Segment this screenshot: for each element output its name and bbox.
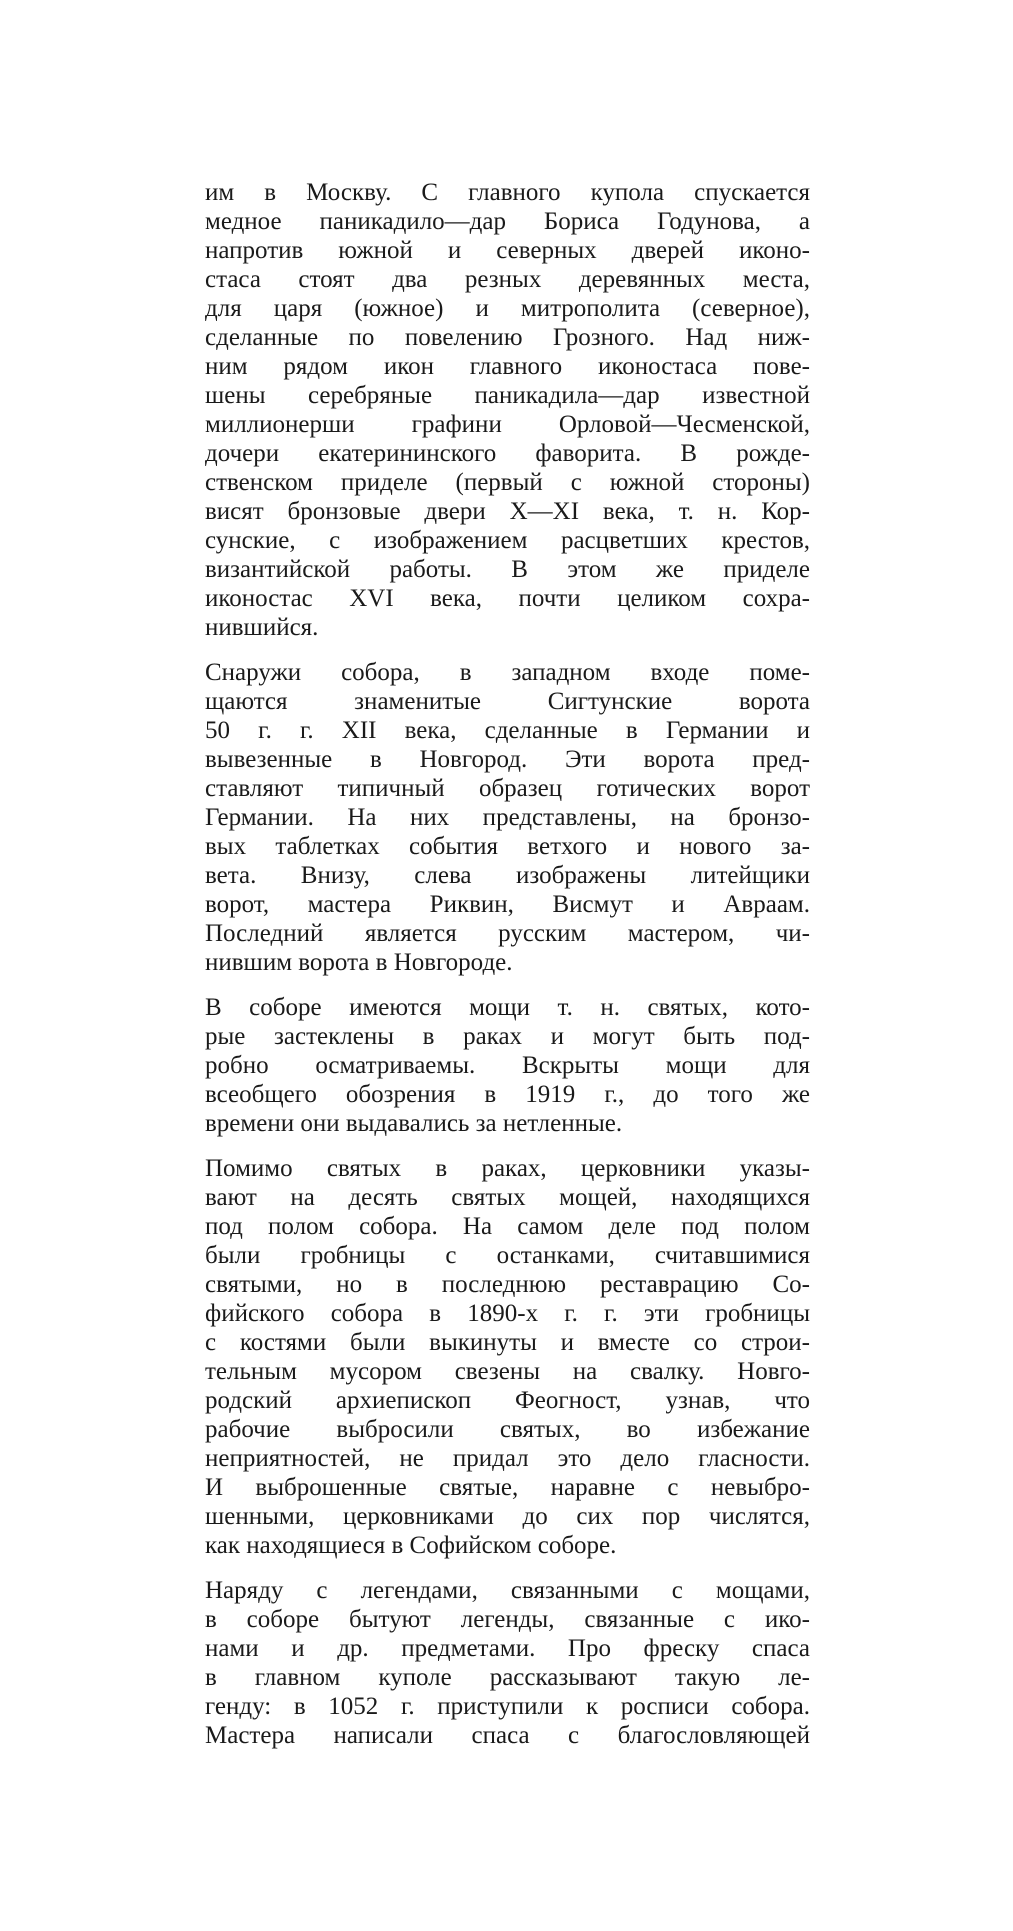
text-column xyxy=(205,178,810,1766)
text-line: Помимо святых в раках, церковники указы- xyxy=(205,1155,810,1182)
text-line: сделанные по повелению Грозного. Над ниж- xyxy=(205,324,810,351)
text-line: в соборе бытуют легенды, связанные с ико- xyxy=(205,1606,810,1633)
text-line: родский архиепископ Феогност, узнав, что xyxy=(205,1387,810,1414)
text-line: тельным мусором свезены на свалку. Новго- xyxy=(205,1358,810,1385)
text-line: нами и др. предметами. Про фреску спаса xyxy=(205,1635,810,1662)
text-line: неприятностей, не придал это дело гласности. xyxy=(205,1445,810,1472)
text-line: Германии. На них представлены, на бронзо- xyxy=(205,804,810,831)
text-line: медное паникадило—дар Бориса Годунова, а xyxy=(205,208,810,235)
text-line: шенными, церковниками до сих пор числятся, xyxy=(205,1503,810,1530)
text-line: в главном куполе рассказывают такую ле- xyxy=(205,1664,810,1691)
paragraph-1 xyxy=(205,178,810,642)
text-line: Мастера написали спаса с благословляющей xyxy=(205,1722,810,1749)
text-line: миллионерши графини Орловой—Чесменской, xyxy=(205,411,810,438)
text-line: стаса стоят два резных деревянных места, xyxy=(205,266,810,293)
text-line: рые застеклены в раках и могут быть под- xyxy=(205,1023,810,1050)
text-line: рабочие выбросили святых, во избежание xyxy=(205,1416,810,1443)
text-line: святыми, но в последнюю реставрацию Со- xyxy=(205,1271,810,1298)
text-line: вета. Внизу, слева изображены литейщики xyxy=(205,862,810,889)
text-line: были гробницы с останками, считавшимися xyxy=(205,1242,810,1269)
text-line: Снаружи собора, в западном входе поме- xyxy=(205,659,810,686)
paragraph-4 xyxy=(205,1154,810,1560)
text-line: висят бронзовые двери X—XI века, т. н. Кор- xyxy=(205,498,810,525)
text-line: ворот, мастера Риквин, Висмут и Авраам. xyxy=(205,891,810,918)
text-line: вывезенные в Новгород. Эти ворота пред- xyxy=(205,746,810,773)
paragraph-2 xyxy=(205,658,810,977)
text-line: фийского собора в 1890-х г. г. эти гробницы xyxy=(205,1300,810,1327)
text-line: с костями были выкинуты и вместе со строи- xyxy=(205,1329,810,1356)
text-line: ственском приделе (первый с южной стороны) xyxy=(205,469,810,496)
text-line: щаются знаменитые Сигтунские ворота xyxy=(205,688,810,715)
text-line: сунские, с изображением расцветших крестов, xyxy=(205,527,810,554)
text-line: под полом собора. На самом деле под полом xyxy=(205,1213,810,1240)
text-line: им в Москву. С главного купола спускается xyxy=(205,179,810,206)
text-line: византийской работы. В этом же приделе xyxy=(205,556,810,583)
text-line: вых таблетках события ветхого и нового за- xyxy=(205,833,810,860)
paragraph-5 xyxy=(205,1576,810,1750)
text-line: для царя (южное) и митрополита (северное), xyxy=(205,295,810,322)
text-line: Последний является русским мастером, чи- xyxy=(205,920,810,947)
text-line: нившийся. xyxy=(205,614,319,641)
text-line: как находящиеся в Софийском соборе. xyxy=(205,1532,617,1559)
text-line: времени они выдавались за нетленные. xyxy=(205,1110,623,1137)
text-line: Наряду с легендами, связанными с мощами, xyxy=(205,1577,810,1604)
text-line: шены серебряные паникадила—дар известной xyxy=(205,382,810,409)
text-line: робно осматриваемы. Вскрыты мощи для xyxy=(205,1052,810,1079)
text-line: нившим ворота в Новгороде. xyxy=(205,949,513,976)
text-line: И выброшенные святые, наравне с невыбро- xyxy=(205,1474,810,1501)
text-line: дочери екатерининского фаворита. В рожде- xyxy=(205,440,810,467)
paragraph-3 xyxy=(205,993,810,1138)
text-line: иконостас XVI века, почти целиком сохра- xyxy=(205,585,810,612)
text-line: всеобщего обозрения в 1919 г., до того же xyxy=(205,1081,810,1108)
text-line: В соборе имеются мощи т. н. святых, кото- xyxy=(205,994,810,1021)
text-line: ставляют типичный образец готических ворот xyxy=(205,775,810,802)
text-line: ним рядом икон главного иконостаса пове- xyxy=(205,353,810,380)
text-line: напротив южной и северных дверей иконо- xyxy=(205,237,810,264)
text-line: вают на десять святых мощей, находящихся xyxy=(205,1184,810,1211)
text-line: 50 г. г. XII века, сделанные в Германии и xyxy=(205,717,810,744)
text-line: генду: в 1052 г. приступили к росписи собора. xyxy=(205,1693,810,1720)
